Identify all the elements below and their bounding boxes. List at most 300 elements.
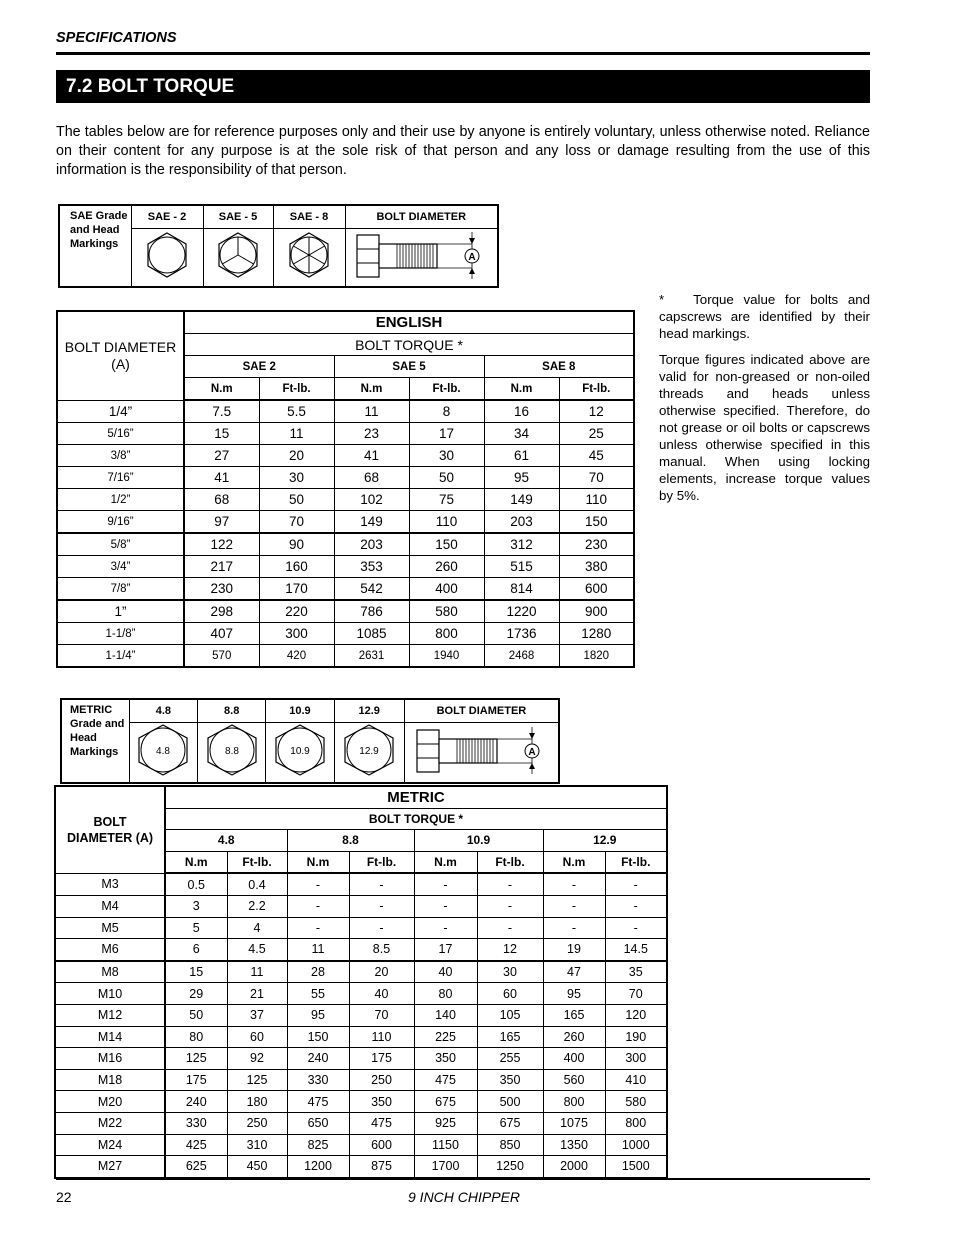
torque-value-cell: 675	[477, 1112, 543, 1134]
bolt-size-cell: 1/2”	[57, 489, 184, 511]
torque-value-cell: 165	[477, 1026, 543, 1048]
torque-value-cell: -	[477, 917, 543, 939]
torque-value-cell: 15	[165, 961, 227, 983]
bolt-torque-header: BOLT TORQUE *	[165, 808, 667, 830]
torque-value-cell: -	[543, 873, 605, 895]
torque-value-cell: 407	[184, 623, 259, 645]
torque-value-cell: 1940	[409, 645, 484, 668]
torque-value-cell: 420	[259, 645, 334, 668]
torque-value-cell: 50	[259, 489, 334, 511]
torque-value-cell: 170	[259, 578, 334, 601]
torque-value-cell: 240	[165, 1091, 227, 1113]
torque-value-cell: 60	[477, 983, 543, 1005]
unit-header: N.m	[543, 851, 605, 873]
torque-value-cell: 600	[559, 578, 634, 601]
torque-value-cell: 90	[259, 533, 334, 556]
torque-value-cell: 814	[484, 578, 559, 601]
grade-10-9-header: 10.9	[414, 830, 543, 852]
unit-header: Ft-lb.	[349, 851, 414, 873]
torque-value-cell: 400	[409, 578, 484, 601]
torque-value-cell: 149	[484, 489, 559, 511]
bolt-size-cell: 1/4”	[57, 400, 184, 423]
torque-value-cell: 2.2	[227, 895, 287, 917]
unit-header: Ft-lb.	[477, 851, 543, 873]
torque-value-cell: 55	[287, 983, 349, 1005]
sae-5-head-icon	[203, 229, 273, 288]
torque-value-cell: 40	[414, 961, 477, 983]
torque-value-cell: 29	[165, 983, 227, 1005]
torque-value-cell: 330	[287, 1069, 349, 1091]
torque-value-cell: 1075	[543, 1112, 605, 1134]
torque-value-cell: 160	[259, 556, 334, 578]
bolt-size-cell: 3/8”	[57, 445, 184, 467]
sae-5-grade: SAE - 5	[203, 205, 273, 229]
grade-8-8-header: 8.8	[287, 830, 414, 852]
torque-value-cell: 37	[227, 1004, 287, 1026]
table-row	[55, 1004, 667, 1026]
torque-value-cell: 95	[484, 467, 559, 489]
torque-value-cell: 4	[227, 917, 287, 939]
torque-value-cell: -	[414, 873, 477, 895]
metric-markings-label: METRIC Grade and Head Markings	[61, 699, 129, 783]
torque-value-cell: 75	[409, 489, 484, 511]
torque-value-cell: 120	[605, 1004, 667, 1026]
table-row	[55, 961, 667, 983]
bolt-size-cell: 5/8”	[57, 533, 184, 556]
torque-value-cell: -	[477, 873, 543, 895]
torque-value-cell: 7.5	[184, 400, 259, 423]
torque-value-cell: 70	[559, 467, 634, 489]
torque-value-cell: 800	[543, 1091, 605, 1113]
torque-value-cell: 1350	[543, 1134, 605, 1156]
torque-value-cell: 300	[605, 1048, 667, 1070]
unit-header: Ft-lb.	[559, 378, 634, 401]
torque-value-cell: 1085	[334, 623, 409, 645]
torque-value-cell: 70	[605, 983, 667, 1005]
bolt-diameter-header: BOLT DIAMETER (A)	[55, 786, 165, 873]
bolt-size-cell: M6	[55, 939, 165, 961]
grade-12-9: 12.9	[334, 699, 404, 723]
torque-value-cell: 19	[543, 939, 605, 961]
table-row	[55, 983, 667, 1005]
torque-value-cell: 1200	[287, 1156, 349, 1178]
torque-value-cell: 580	[409, 600, 484, 623]
grade-8-8-head-icon	[198, 723, 266, 784]
sae-markings-table	[58, 204, 499, 288]
torque-value-cell: 45	[559, 445, 634, 467]
torque-value-cell: 30	[409, 445, 484, 467]
torque-value-cell: 542	[334, 578, 409, 601]
torque-value-cell: 850	[477, 1134, 543, 1156]
running-header: SPECIFICATIONS	[56, 30, 177, 46]
bolt-diameter-heading: BOLT DIAMETER	[404, 699, 559, 723]
torque-value-cell: 350	[477, 1069, 543, 1091]
bolt-diameter-diagram	[404, 723, 559, 784]
torque-value-cell: 28	[287, 961, 349, 983]
torque-value-cell: 150	[287, 1026, 349, 1048]
torque-value-cell: 900	[559, 600, 634, 623]
torque-value-cell: 11	[259, 423, 334, 445]
torque-value-cell: 825	[287, 1134, 349, 1156]
torque-value-cell: 165	[543, 1004, 605, 1026]
torque-value-cell: 41	[334, 445, 409, 467]
torque-value-cell: -	[287, 895, 349, 917]
unit-header: N.m	[484, 378, 559, 401]
grade-10-9: 10.9	[266, 699, 334, 723]
table-row	[57, 556, 634, 578]
torque-value-cell: 190	[605, 1026, 667, 1048]
torque-value-cell: 0.5	[165, 873, 227, 895]
torque-value-cell: 105	[477, 1004, 543, 1026]
torque-value-cell: 675	[414, 1091, 477, 1113]
torque-value-cell: 11	[334, 400, 409, 423]
callout-a: A	[528, 747, 537, 758]
table-row	[55, 1156, 667, 1178]
torque-value-cell: 875	[349, 1156, 414, 1178]
torque-value-cell: 61	[484, 445, 559, 467]
bolt-size-cell: 3/4”	[57, 556, 184, 578]
torque-value-cell: 80	[165, 1026, 227, 1048]
torque-value-cell: 125	[227, 1069, 287, 1091]
torque-value-cell: 475	[414, 1069, 477, 1091]
page-number: 22	[56, 1189, 72, 1205]
table-row	[57, 467, 634, 489]
unit-header: N.m	[287, 851, 349, 873]
torque-value-cell: 41	[184, 467, 259, 489]
torque-value-cell: 450	[227, 1156, 287, 1178]
english-torque-table	[56, 310, 635, 668]
grade-12-9-head-icon	[334, 723, 404, 784]
torque-value-cell: 5.5	[259, 400, 334, 423]
torque-value-cell: -	[543, 895, 605, 917]
torque-value-cell: 125	[165, 1048, 227, 1070]
bolt-size-cell: M8	[55, 961, 165, 983]
grade-10-9-head-icon	[266, 723, 334, 784]
torque-value-cell: 92	[227, 1048, 287, 1070]
torque-value-cell: 11	[227, 961, 287, 983]
sae-2-head-icon	[131, 229, 203, 288]
sae-2-grade: SAE - 2	[131, 205, 203, 229]
torque-value-cell: -	[414, 895, 477, 917]
table-row	[57, 600, 634, 623]
torque-value-cell: 149	[334, 511, 409, 534]
table-row	[55, 917, 667, 939]
torque-value-cell: 70	[259, 511, 334, 534]
bolt-size-cell: M5	[55, 917, 165, 939]
torque-value-cell: 20	[259, 445, 334, 467]
torque-value-cell: 570	[184, 645, 259, 668]
grade-4-8: 4.8	[129, 699, 197, 723]
callout-a: A	[468, 252, 476, 263]
torque-value-cell: 350	[414, 1048, 477, 1070]
torque-value-cell: 350	[349, 1091, 414, 1113]
torque-value-cell: 34	[484, 423, 559, 445]
torque-value-cell: 17	[409, 423, 484, 445]
unit-header: Ft-lb.	[409, 378, 484, 401]
torque-value-cell: -	[287, 873, 349, 895]
torque-value-cell: 560	[543, 1069, 605, 1091]
torque-value-cell: 102	[334, 489, 409, 511]
bolt-size-cell: M12	[55, 1004, 165, 1026]
torque-value-cell: 25	[559, 423, 634, 445]
grade-12-9-header: 12.9	[543, 830, 667, 852]
grade-4-8-head-icon	[129, 723, 197, 784]
torque-value-cell: 1000	[605, 1134, 667, 1156]
sae-5-header: SAE 5	[334, 356, 484, 378]
torque-value-cell: 380	[559, 556, 634, 578]
torque-value-cell: 650	[287, 1112, 349, 1134]
bolt-size-cell: 1”	[57, 600, 184, 623]
sae-8-header: SAE 8	[484, 356, 634, 378]
torque-value-cell: 60	[227, 1026, 287, 1048]
torque-value-cell: -	[349, 917, 414, 939]
table-row	[55, 1134, 667, 1156]
sae-2-header: SAE 2	[184, 356, 334, 378]
note-torque-validity: Torque figures indicated above are valid for non-greased or non-oiled threads and heads unless otherwise specified. Therefore, do not grease or oil bolts or capscrews unless otherwise specified in this manual. When using locking elements, increase torque values by 5%.	[659, 352, 870, 503]
torque-value-cell: 250	[227, 1112, 287, 1134]
torque-value-cell: 50	[409, 467, 484, 489]
bolt-size-cell: M27	[55, 1156, 165, 1178]
torque-value-cell: 4.5	[227, 939, 287, 961]
torque-value-cell: 110	[409, 511, 484, 534]
torque-value-cell: 50	[165, 1004, 227, 1026]
table-row	[57, 511, 634, 534]
bolt-size-cell: 7/8”	[57, 578, 184, 601]
torque-value-cell: 1820	[559, 645, 634, 668]
bolt-size-cell: M4	[55, 895, 165, 917]
bolt-size-cell: M24	[55, 1134, 165, 1156]
torque-value-cell: 330	[165, 1112, 227, 1134]
torque-value-cell: 17	[414, 939, 477, 961]
torque-value-cell: 110	[559, 489, 634, 511]
table-row	[55, 939, 667, 961]
torque-value-cell: 68	[184, 489, 259, 511]
torque-value-cell: 40	[349, 983, 414, 1005]
torque-value-cell: 410	[605, 1069, 667, 1091]
table-row	[55, 1048, 667, 1070]
torque-value-cell: 310	[227, 1134, 287, 1156]
torque-value-cell: -	[414, 917, 477, 939]
torque-value-cell: 175	[349, 1048, 414, 1070]
torque-value-cell: -	[605, 873, 667, 895]
grade-8-8: 8.8	[198, 699, 266, 723]
torque-value-cell: 2631	[334, 645, 409, 668]
footer-rule	[56, 1178, 870, 1180]
bolt-size-cell: M14	[55, 1026, 165, 1048]
sae-markings-label: SAE Grade and Head Markings	[59, 205, 131, 287]
torque-value-cell: 260	[543, 1026, 605, 1048]
torque-value-cell: 150	[409, 533, 484, 556]
table-row	[55, 873, 667, 895]
torque-value-cell: -	[605, 895, 667, 917]
torque-value-cell: 8	[409, 400, 484, 423]
torque-value-cell: 230	[559, 533, 634, 556]
torque-value-cell: 122	[184, 533, 259, 556]
torque-value-cell: 97	[184, 511, 259, 534]
unit-header: N.m	[165, 851, 227, 873]
torque-value-cell: 0.4	[227, 873, 287, 895]
bolt-size-cell: 9/16”	[57, 511, 184, 534]
bolt-size-cell: M22	[55, 1112, 165, 1134]
bolt-size-cell: M10	[55, 983, 165, 1005]
torque-value-cell: 298	[184, 600, 259, 623]
torque-value-cell: 1700	[414, 1156, 477, 1178]
torque-value-cell: 800	[409, 623, 484, 645]
torque-value-cell: 1220	[484, 600, 559, 623]
torque-value-cell: 12	[559, 400, 634, 423]
torque-value-cell: 30	[259, 467, 334, 489]
torque-value-cell: 23	[334, 423, 409, 445]
bolt-size-cell: M16	[55, 1048, 165, 1070]
torque-value-cell: 500	[477, 1091, 543, 1113]
torque-value-cell: 3	[165, 895, 227, 917]
torque-value-cell: 203	[484, 511, 559, 534]
torque-value-cell: -	[477, 895, 543, 917]
torque-value-cell: -	[287, 917, 349, 939]
english-system-header: ENGLISH	[184, 311, 634, 334]
torque-value-cell: 255	[477, 1048, 543, 1070]
svg-text:4.8: 4.8	[156, 746, 171, 757]
torque-value-cell: -	[543, 917, 605, 939]
torque-value-cell: 475	[349, 1112, 414, 1134]
metric-markings-table	[60, 698, 560, 784]
unit-header: N.m	[184, 378, 259, 401]
torque-value-cell: 1736	[484, 623, 559, 645]
torque-value-cell: 140	[414, 1004, 477, 1026]
torque-value-cell: 47	[543, 961, 605, 983]
torque-value-cell: 400	[543, 1048, 605, 1070]
table-row	[55, 1069, 667, 1091]
section-title: 7.2 BOLT TORQUE	[56, 70, 870, 103]
torque-value-cell: 353	[334, 556, 409, 578]
bolt-size-cell: 7/16”	[57, 467, 184, 489]
unit-header: N.m	[334, 378, 409, 401]
table-row	[57, 623, 634, 645]
svg-text:8.8: 8.8	[224, 746, 239, 757]
metric-system-header: METRIC	[165, 786, 667, 808]
header-rule	[56, 52, 870, 55]
table-row	[57, 533, 634, 556]
unit-header: Ft-lb.	[605, 851, 667, 873]
torque-value-cell: 515	[484, 556, 559, 578]
torque-value-cell: 80	[414, 983, 477, 1005]
torque-value-cell: 95	[543, 983, 605, 1005]
bolt-torque-header: BOLT TORQUE *	[184, 334, 634, 356]
table-row	[55, 1091, 667, 1113]
bolt-size-cell: M18	[55, 1069, 165, 1091]
torque-value-cell: 1150	[414, 1134, 477, 1156]
torque-value-cell: 1280	[559, 623, 634, 645]
torque-value-cell: 20	[349, 961, 414, 983]
torque-value-cell: 35	[605, 961, 667, 983]
torque-value-cell: 260	[409, 556, 484, 578]
table-row	[57, 445, 634, 467]
torque-value-cell: 425	[165, 1134, 227, 1156]
torque-value-cell: 217	[184, 556, 259, 578]
torque-value-cell: 600	[349, 1134, 414, 1156]
torque-value-cell: 16	[484, 400, 559, 423]
table-row	[57, 400, 634, 423]
svg-text:12.9: 12.9	[359, 746, 379, 757]
svg-text:10.9: 10.9	[290, 746, 310, 757]
torque-value-cell: 180	[227, 1091, 287, 1113]
torque-value-cell: 2000	[543, 1156, 605, 1178]
torque-value-cell: 220	[259, 600, 334, 623]
unit-header: Ft-lb.	[227, 851, 287, 873]
torque-value-cell: 6	[165, 939, 227, 961]
table-row	[57, 645, 634, 668]
torque-value-cell: 1250	[477, 1156, 543, 1178]
torque-value-cell: 150	[559, 511, 634, 534]
torque-value-cell: 300	[259, 623, 334, 645]
torque-value-cell: 11	[287, 939, 349, 961]
torque-value-cell: 800	[605, 1112, 667, 1134]
torque-value-cell: 30	[477, 961, 543, 983]
torque-value-cell: -	[605, 917, 667, 939]
torque-value-cell: 14.5	[605, 939, 667, 961]
torque-value-cell: 250	[349, 1069, 414, 1091]
bolt-size-cell: 1-1/4”	[57, 645, 184, 668]
bolt-size-cell: M3	[55, 873, 165, 895]
unit-header: N.m	[414, 851, 477, 873]
torque-value-cell: 925	[414, 1112, 477, 1134]
torque-value-cell: 203	[334, 533, 409, 556]
torque-value-cell: 230	[184, 578, 259, 601]
bolt-size-cell: 5/16”	[57, 423, 184, 445]
bolt-diameter-header: BOLT DIAMETER (A)	[57, 311, 184, 400]
torque-value-cell: 2468	[484, 645, 559, 668]
unit-header: Ft-lb.	[259, 378, 334, 401]
torque-value-cell: 12	[477, 939, 543, 961]
torque-value-cell: 95	[287, 1004, 349, 1026]
torque-value-cell: 625	[165, 1156, 227, 1178]
torque-value-cell: 1500	[605, 1156, 667, 1178]
torque-value-cell: 110	[349, 1026, 414, 1048]
grade-4-8-header: 4.8	[165, 830, 287, 852]
torque-value-cell: 580	[605, 1091, 667, 1113]
bolt-size-cell: 1-1/8”	[57, 623, 184, 645]
torque-value-cell: 786	[334, 600, 409, 623]
footer-title: 9 INCH CHIPPER	[408, 1189, 521, 1205]
torque-value-cell: 70	[349, 1004, 414, 1026]
torque-value-cell: 27	[184, 445, 259, 467]
torque-value-cell: 240	[287, 1048, 349, 1070]
table-row	[55, 1112, 667, 1134]
torque-value-cell: 15	[184, 423, 259, 445]
bolt-diameter-diagram	[345, 229, 498, 288]
bolt-diameter-heading: BOLT DIAMETER	[345, 205, 498, 229]
table-row	[55, 895, 667, 917]
torque-value-cell: 475	[287, 1091, 349, 1113]
torque-value-cell: 8.5	[349, 939, 414, 961]
table-row	[57, 578, 634, 601]
torque-value-cell: 5	[165, 917, 227, 939]
torque-value-cell: 312	[484, 533, 559, 556]
table-row	[57, 423, 634, 445]
intro-paragraph: The tables below are for reference purposes only and their use by anyone is entirely voluntary, unless otherwise noted. Reliance on their content for any purpose is at the sole risk of that person and any loss or damage resulting from the use of this information is the responsibility of that person.	[56, 124, 870, 178]
torque-value-cell: 21	[227, 983, 287, 1005]
sae-8-grade: SAE - 8	[273, 205, 345, 229]
sae-8-head-icon	[273, 229, 345, 288]
torque-value-cell: 68	[334, 467, 409, 489]
table-row	[55, 1026, 667, 1048]
metric-torque-table	[54, 785, 668, 1179]
table-row	[57, 489, 634, 511]
torque-value-cell: 225	[414, 1026, 477, 1048]
bolt-size-cell: M20	[55, 1091, 165, 1113]
torque-value-cell: -	[349, 895, 414, 917]
torque-value-cell: -	[349, 873, 414, 895]
